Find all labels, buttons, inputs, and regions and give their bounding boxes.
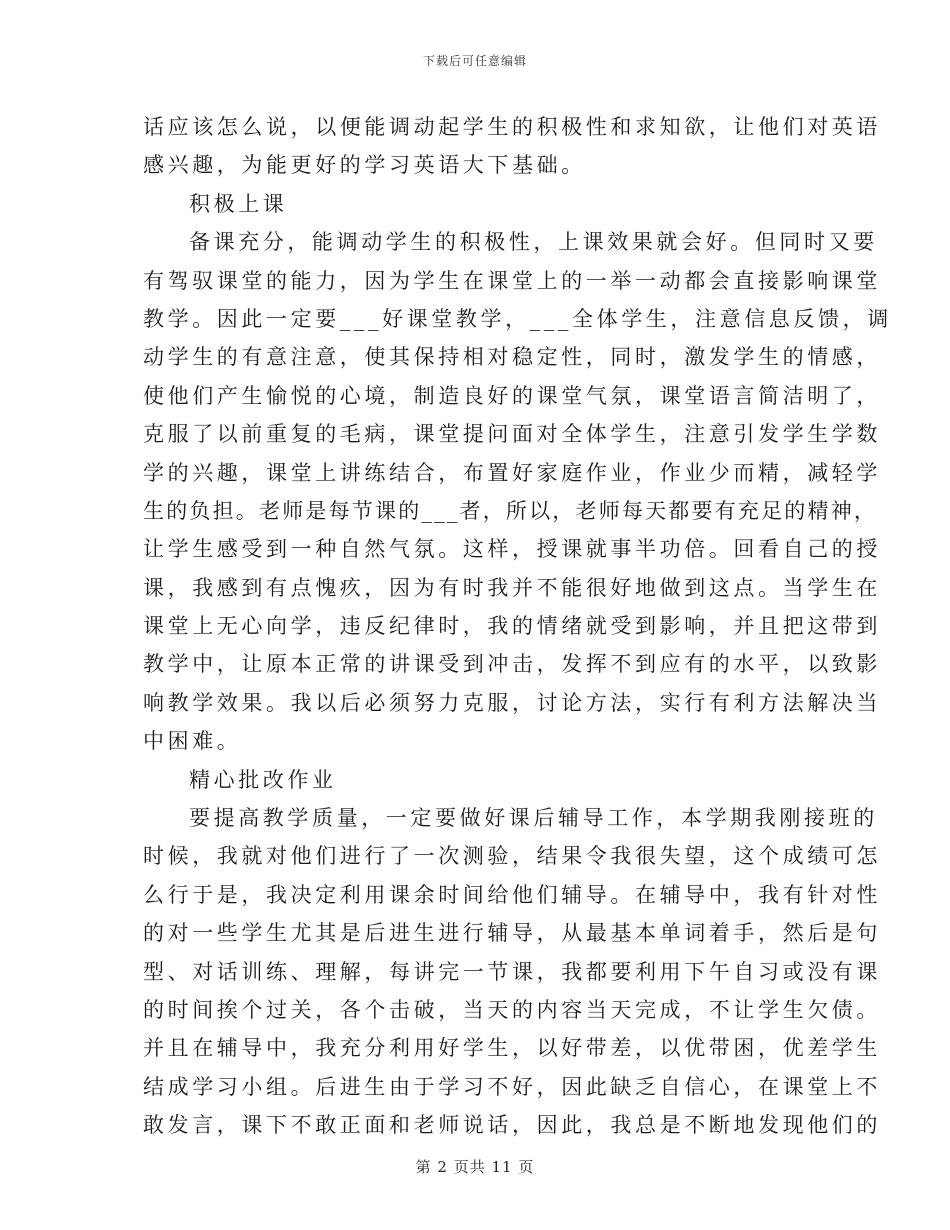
paragraph-line: 动学生的有意注意，使其保持相对稳定性，同时，激发学生的情感， xyxy=(143,345,881,370)
paragraph-line: 中困难。 xyxy=(143,729,242,754)
section-heading-homework-correction: 精心批改作业 xyxy=(189,767,337,792)
paragraph-line: 响教学效果。我以后必须努力克服，讨论方法，实行有利方法解决当 xyxy=(143,690,881,715)
paragraph-line: 课堂上无心向学，违反纪律时，我的情绪就受到影响，并且把这带到 xyxy=(143,614,881,639)
paragraph-line: 教学中，让原本正常的讲课受到冲击，发挥不到应有的水平，以致影 xyxy=(143,652,881,677)
paragraph-line: 么行于是，我决定利用课余时间给他们辅导。在辅导中，我有针对性 xyxy=(143,882,881,907)
paragraph-line: 有驾驭课堂的能力，因为学生在课堂上的一举一动都会直接影响课堂 xyxy=(143,268,881,293)
paragraph-line: 课，我感到有点愧疚，因为有时我并不能很好地做到这点。当学生在 xyxy=(143,575,881,600)
document-body xyxy=(143,108,892,1145)
paragraph-line: 的对一些学生尤其是后进生进行辅导，从最基本单词着手，然后是句 xyxy=(143,921,881,946)
paragraph-line: 并且在辅导中，我充分利用好学生，以好带差，以优带困，优差学生 xyxy=(143,1036,881,1061)
paragraph-line: 时候，我就对他们进行了一次测验，结果令我很失望，这个成绩可怎 xyxy=(143,844,881,869)
paragraph-line: 教学。因此一定要___好课堂教学，___全体学生，注意信息反馈，调 xyxy=(143,306,892,331)
section-heading-active-teaching: 积极上课 xyxy=(189,191,288,216)
paragraph-line: 使他们产生愉悦的心境，制造良好的课堂气氛，课堂语言简洁明了， xyxy=(143,383,881,408)
paragraph-line: 感兴趣，为能更好的学习英语大下基础。 xyxy=(143,153,586,178)
paragraph-line: 敢发言，课下不敢正面和老师说话，因此，我总是不断地发现他们的 xyxy=(143,1113,881,1138)
page-number-footer: 第 2 页共 11 页 xyxy=(415,1158,535,1176)
paragraph-line: 型、对话训练、理解，每讲完一节课，我都要利用下午自习或没有课 xyxy=(143,959,881,984)
paragraph-line: 的时间挨个过关，各个击破，当天的内容当天完成，不让学生欠债。 xyxy=(143,997,881,1022)
paragraph-line: 话应该怎么说，以便能调动起学生的积极性和求知欲，让他们对英语 xyxy=(143,115,881,139)
paragraph-line: 学的兴趣，课堂上讲练结合，布置好家庭作业，作业少而精，减轻学 xyxy=(143,460,881,485)
page-header: 下载后可任意编辑 xyxy=(422,54,527,68)
paragraph-line: 克服了以前重复的毛病，课堂提问面对全体学生，注意引发学生学数 xyxy=(143,422,881,447)
paragraph-line: 让学生感受到一种自然气氛。这样，授课就事半功倍。回看自己的授 xyxy=(143,537,881,562)
paragraph-line: 生的负担。老师是每节课的___者，所以，老师每天都要有充足的精神， xyxy=(143,498,878,523)
paragraph-line: 备课充分，能调动学生的积极性，上课效果就会好。但同时又要 xyxy=(189,230,878,255)
paragraph-line: 结成学习小组。后进生由于学习不好，因此缺乏自信心，在课堂上不 xyxy=(143,1074,881,1099)
paragraph-line: 要提高教学质量，一定要做好课后辅导工作，本学期我刚接班的 xyxy=(189,806,878,831)
